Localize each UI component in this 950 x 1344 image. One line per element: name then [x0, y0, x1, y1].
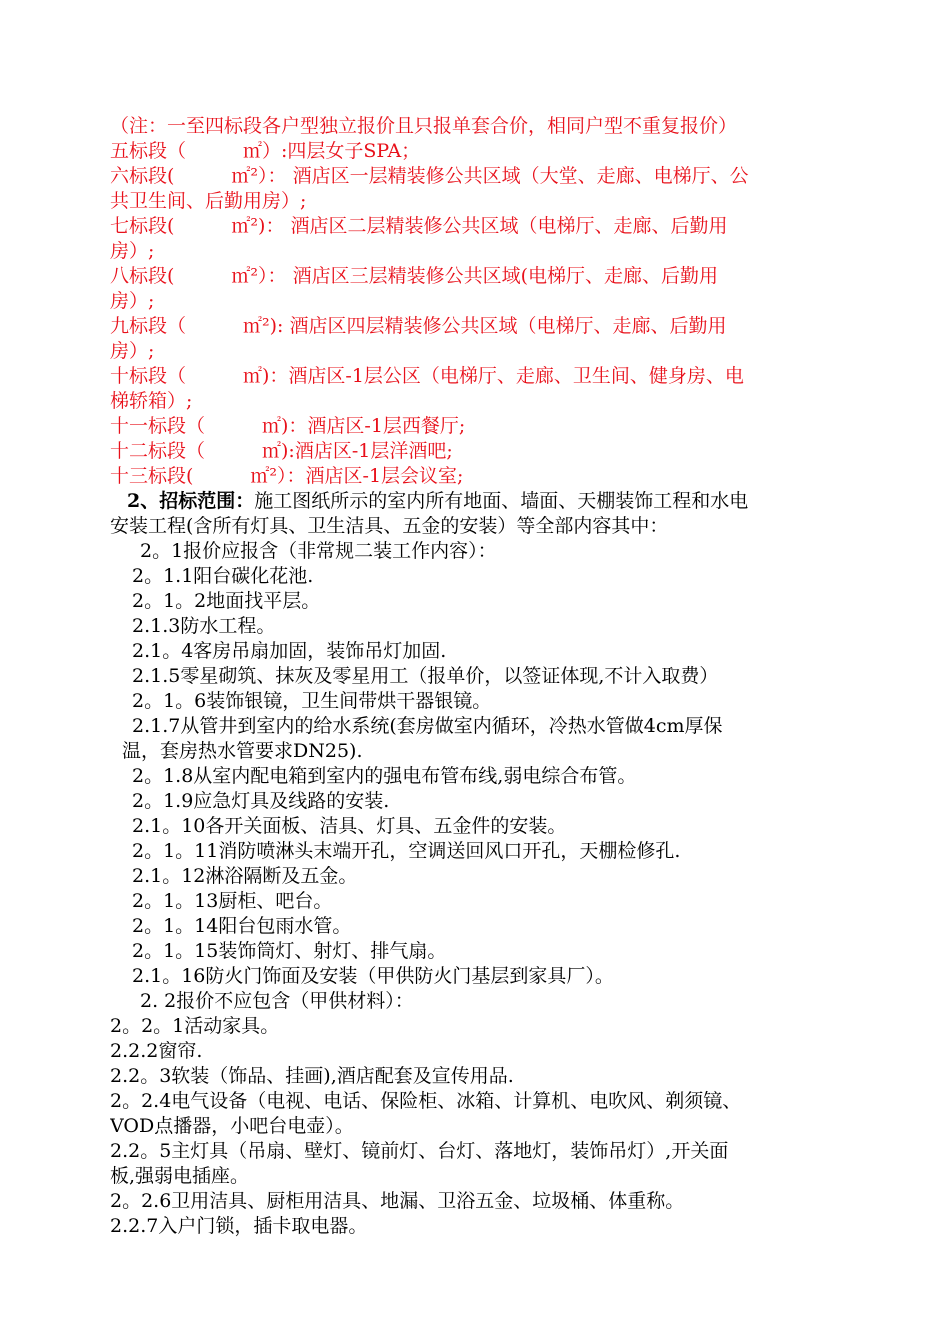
include-item-cont: 温，套房热水管要求DN25). [122, 740, 363, 762]
include-item: 2。1。11消防喷淋头末端开孔，空调送回风口开孔，天棚检修孔. [132, 840, 681, 862]
section-6: 六标段( ㎡²）： 酒店区一层精装修公共区域（大堂、走廊、电梯厅、公 [110, 165, 749, 187]
include-item: 2。1.8从室内配电箱到室内的强电布管布线,弱电综合布管。 [132, 765, 637, 787]
include-item: 2.1.7从管井到室内的给水系统(套房做室内循环，冷热水管做4cm厚保 [132, 715, 723, 737]
section-7: 七标段( ㎡²)： 酒店区二层精装修公共区域（电梯厅、走廊、后勤用 [110, 215, 728, 237]
include-item: 2.1。4客房吊扇加固，装饰吊灯加固. [132, 640, 447, 662]
section-6-cont: 共卫生间、后勤用房）; [110, 190, 307, 212]
scope-line-2: 安装工程(含所有灯具、卫生洁具、五金的安装）等全部内容其中： [110, 515, 669, 537]
section-12: 十二标段（ ㎡):酒店区-1层洋酒吧; [110, 440, 453, 462]
scope-text: 施工图纸所示的室内所有地面、墙面、天棚装饰工程和水电 [254, 490, 749, 512]
include-item: 2。1.9应急灯具及线路的安装. [132, 790, 390, 812]
exclude-item: 2。2.4电气设备（电视、电话、保险柜、冰箱、计算机、电吹风、剃须镜、 [110, 1090, 742, 1112]
note-line: （注：一至四标段各户型独立报价且只报单套合价，相同户型不重复报价） [110, 115, 738, 137]
section-11: 十一标段（ ㎡)：酒店区-1层西餐厅; [110, 415, 466, 437]
exclude-item: 2。2。1活动家具。 [110, 1015, 280, 1037]
include-item: 2。1。6装饰银镜，卫生间带烘干器银镜。 [132, 690, 492, 712]
include-item: 2。1.1阳台碳化花池. [132, 565, 314, 587]
include-item: 2.1.5零星砌筑、抹灰及零星用工（报单价，以签证体现,不计入取费） [132, 665, 719, 687]
exclude-item-cont: 板,强弱电插座。 [110, 1165, 250, 1187]
section-8: 八标段( ㎡²）： 酒店区三层精装修公共区域(电梯厅、走廊、后勤用 [110, 265, 718, 287]
section-7-cont: 房）; [110, 240, 155, 262]
section-10: 十标段（ ㎡)：酒店区-1层公区（电梯厅、走廊、卫生间、健身房、电 [110, 365, 744, 387]
exclude-heading: 2. 2报价不应包含（甲供材料）： [140, 990, 414, 1012]
include-item: 2。1。13厨柜、吧台。 [132, 890, 333, 912]
section-13: 十三标段( ㎡²）：酒店区-1层会议室; [110, 465, 464, 487]
exclude-item: 2.2。5主灯具（吊扇、壁灯、镜前灯、台灯、落地灯，装饰吊灯）,开关面 [110, 1140, 729, 1162]
scope-title: 2、招标范围： [127, 490, 255, 512]
exclude-item: 2.2.7入户门锁，插卡取电器。 [110, 1215, 368, 1237]
include-item: 2.1。12淋浴隔断及五金。 [132, 865, 358, 887]
include-item: 2。1。14阳台包雨水管。 [132, 915, 352, 937]
scope-line-1 [110, 489, 870, 514]
section-9-cont: 房）; [110, 340, 155, 362]
exclude-item-cont: VOD点播器，小吧台电壶）。 [110, 1115, 354, 1137]
include-item: 2.1。16防火门饰面及安装（甲供防火门基层到家具厂）。 [132, 965, 614, 987]
section-9: 九标段（ ㎡²): 酒店区四层精装修公共区域（电梯厅、走廊、后勤用 [110, 315, 727, 337]
include-item: 2.1.3防水工程。 [132, 615, 276, 637]
exclude-item: 2.2.2窗帘. [110, 1040, 203, 1062]
section-8-cont: 房）; [110, 290, 155, 312]
include-item: 2。1。2地面找平层。 [132, 590, 321, 612]
exclude-item: 2。2.6卫用洁具、厨柜用洁具、地漏、卫浴五金、垃圾桶、体重称。 [110, 1190, 685, 1212]
include-item: 2.1。10各开关面板、洁具、灯具、五金件的安装。 [132, 815, 567, 837]
section-10-cont: 梯轿箱）; [110, 390, 193, 412]
document-body [110, 114, 870, 1239]
include-item: 2。1。15装饰筒灯、射灯、排气扇。 [132, 940, 447, 962]
include-heading: 2。1报价应报含（非常规二装工作内容）： [140, 540, 497, 562]
exclude-item: 2.2。3软装（饰品、挂画),酒店配套及宣传用品. [110, 1065, 514, 1087]
section-5: 五标段（ ㎡）:四层女子SPA； [110, 140, 421, 162]
